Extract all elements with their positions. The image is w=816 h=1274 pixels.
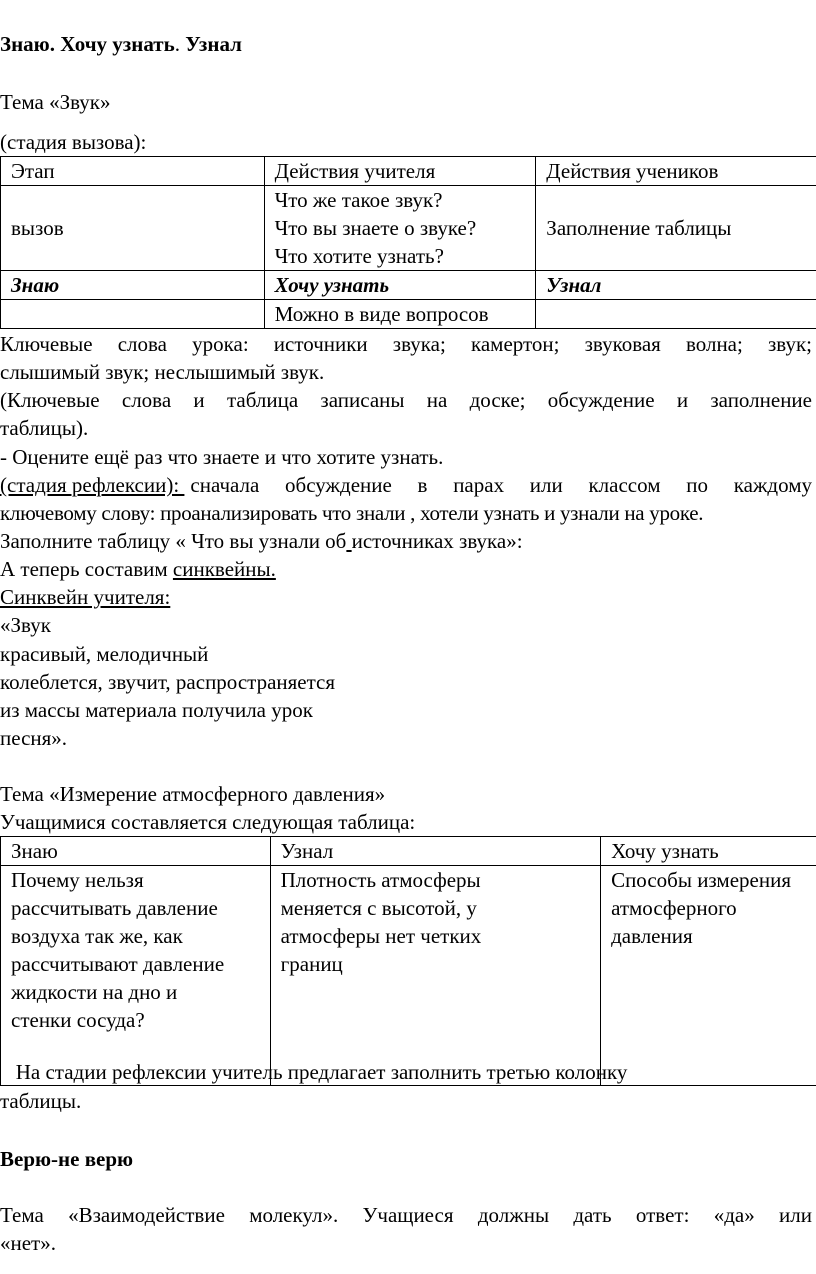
cell-line: рассчитывать давление (11, 896, 218, 920)
text: источниках звука»: (351, 529, 523, 553)
sinkwine-teacher-label: Синквейн учителя: (0, 585, 171, 609)
cell-line: стенки сосуда? (11, 1008, 145, 1032)
sinkwine-link: синквейны. (172, 557, 276, 581)
heading-part: Знаю. Хочу узнать (0, 32, 175, 56)
sinkwine-intro-line (0, 555, 276, 583)
table-cell (1, 300, 265, 329)
poem-line: колеблется, звучит, распространяется (0, 670, 336, 694)
table-cell: вызов (1, 186, 265, 271)
cell-line: меняется с высотой, у (280, 896, 477, 920)
poem-line: красивый, мелодичный (0, 642, 209, 666)
cell-line: жидкости на дно и (11, 980, 178, 1004)
heading-part: Узнал (179, 32, 242, 56)
teacher-question: Что вы знаете о звуке? (274, 216, 477, 240)
table-row (1, 186, 816, 271)
reflexion-line: ключевому слову: проанализировать что знали , хотели узнать и узнали на уроке. (0, 501, 704, 525)
topic-molecules-line: «нет». (0, 1231, 56, 1255)
reflexion-text: сначала обсуждение в парах или классом по каждому (190, 473, 812, 497)
table-cell (264, 186, 536, 271)
text: А теперь составим (0, 557, 173, 581)
table-cell (270, 866, 600, 1086)
section-heading-know-want-learn (0, 30, 242, 58)
reflexion-note-line: таблицы. (0, 1089, 82, 1113)
keywords-line: слышимый звук; неслышимый звук. (0, 360, 325, 384)
heading-dot: . (174, 32, 180, 56)
table-row (1, 300, 816, 329)
poem-line: «Звук (0, 613, 51, 637)
table-cell: Хочу узнать (264, 271, 536, 300)
table-header-cell: Хочу узнать (601, 837, 816, 866)
table-header-cell: Действия учителя (264, 157, 536, 186)
text: Заполните таблицу « Что вы узнали об (0, 529, 347, 553)
table-row (1, 866, 816, 1086)
table-header-cell: Действия учеников (536, 157, 816, 186)
teacher-question: Что хотите узнать? (274, 244, 444, 268)
table-cell (601, 866, 816, 1086)
table-header-row (1, 837, 816, 866)
section-heading-believe: Верю-не верю (0, 1147, 134, 1171)
table-header-row (1, 157, 816, 186)
topic-pressure: Тема «Измерение атмосферного давления» (0, 782, 386, 806)
cell-line: рассчитывают давление (11, 952, 225, 976)
cell-line: воздуха так же, как (11, 924, 183, 948)
cell-line: Плотность атмосферы (280, 868, 481, 892)
table-header-cell: Этап (1, 157, 265, 186)
table-header-cell: Знаю (1, 837, 271, 866)
stage-call-label: (стадия вызова): (0, 130, 147, 154)
topic-molecules-line: Тема «Взаимодействие молекул». Учащиеся должны дать ответ: «да» или (0, 1203, 812, 1227)
board-note-line: (Ключевые слова и таблица записаны на доске; обсуждение и заполнение (0, 388, 812, 412)
table-cell: Можно в виде вопросов (264, 300, 536, 329)
students-make-line: Учащимися составляется следующая таблица: (0, 810, 416, 834)
table-cell: Заполнение таблицы (536, 186, 816, 271)
table-stages (0, 156, 816, 329)
cell-line: атмосферного (611, 896, 737, 920)
table-cell (1, 866, 271, 1086)
board-note-line: таблицы). (0, 416, 89, 440)
estimate-line: - Оцените ещё раз что знаете и что хотите узнать. (0, 445, 444, 469)
table-pressure (0, 836, 816, 1086)
keywords-line: Ключевые слова урока: источники звука; камертон; звуковая волна; звук; (0, 332, 812, 356)
table-cell: Знаю (1, 271, 265, 300)
table-header-cell: Узнал (270, 837, 600, 866)
poem-line: из массы материала получила урок (0, 698, 313, 722)
fill-table-line (0, 527, 523, 555)
cell-line: атмосферы нет четких (280, 924, 482, 948)
table-cell: Узнал (536, 271, 816, 300)
cell-line: Способы измерения (611, 868, 791, 892)
reflexion-line (0, 471, 812, 499)
reflexion-stage-label: (стадия рефлексии): (0, 473, 185, 497)
teacher-question: Что же такое звук? (274, 188, 443, 212)
table-row (1, 271, 816, 300)
table-cell (536, 300, 816, 329)
cell-line: Почему нельзя (11, 868, 144, 892)
topic-sound: Тема «Звук» (0, 90, 111, 114)
cell-line: давления (611, 924, 693, 948)
cell-line: границ (280, 952, 343, 976)
poem-line: песня». (0, 726, 68, 750)
reflexion-note-line: На стадии рефлексии учитель предлагает заполнить третью колонку (0, 1060, 628, 1084)
